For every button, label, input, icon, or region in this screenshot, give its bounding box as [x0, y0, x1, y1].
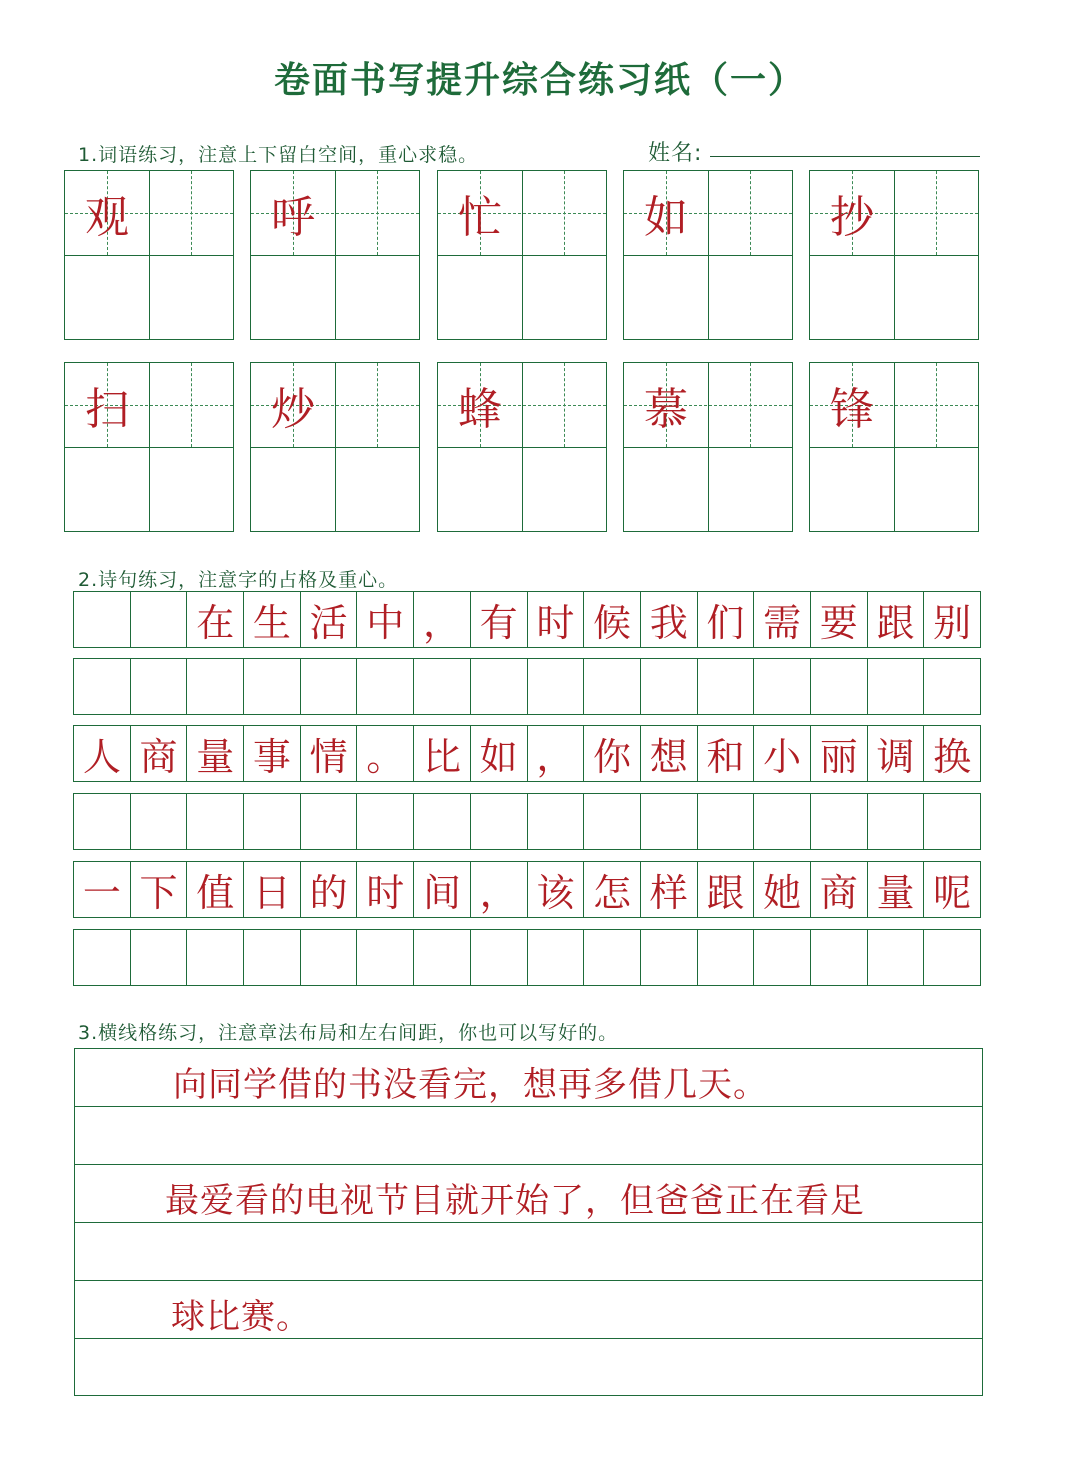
grid-cell [131, 659, 188, 714]
grid-cell: 比 [414, 726, 471, 781]
writing-box [809, 170, 979, 340]
grid-cell: 换 [924, 726, 981, 781]
grid-cell: 人 [74, 726, 131, 781]
grid-cell [414, 930, 471, 985]
grid-cell: 别 [924, 592, 981, 647]
grid-cell: 跟 [868, 592, 925, 647]
grid-cell: 在 [187, 592, 244, 647]
grid-row [73, 929, 981, 986]
grid-cell: 量 [868, 862, 925, 917]
rule-line [75, 1106, 982, 1107]
grid-cell [528, 930, 585, 985]
grid-cell [244, 930, 301, 985]
grid-line [810, 447, 978, 448]
grid-line [65, 255, 233, 256]
grid-cell: 该 [528, 862, 585, 917]
grid-cell [74, 794, 131, 849]
writing-box [250, 170, 420, 340]
grid-row [73, 725, 981, 782]
grid-cell: 候 [584, 592, 641, 647]
model-character: 如 [644, 192, 688, 243]
model-character: 抄 [830, 192, 874, 243]
grid-line [810, 255, 978, 256]
grid-cell [528, 659, 585, 714]
writing-box [809, 362, 979, 532]
grid-line [624, 447, 792, 448]
grid-cell [357, 930, 414, 985]
page-title: 卷面书写提升综合练习纸（一） [273, 59, 806, 101]
grid-line [438, 255, 606, 256]
writing-box [623, 170, 793, 340]
grid-cell [131, 794, 188, 849]
grid-cell: 小 [754, 726, 811, 781]
grid-cell: 调 [868, 726, 925, 781]
grid-cell: 怎 [584, 862, 641, 917]
grid-cell: 呢 [924, 862, 981, 917]
grid-cell: 想 [641, 726, 698, 781]
grid-cell [471, 930, 528, 985]
grid-cell: 你 [584, 726, 641, 781]
grid-line [624, 255, 792, 256]
writing-box [64, 170, 234, 340]
lined-writing-area [74, 1048, 983, 1396]
grid-row [73, 591, 981, 648]
grid-cell: 中 [357, 592, 414, 647]
grid-cell: ， [528, 726, 585, 781]
grid-cell [187, 794, 244, 849]
grid-line [251, 447, 419, 448]
grid-cell: 和 [698, 726, 755, 781]
section3-label: 3.横线格练习，注意章法布局和左右间距，你也可以写好的。 [78, 1022, 619, 1044]
grid-cell [471, 659, 528, 714]
grid-cell [698, 930, 755, 985]
grid-cell [187, 930, 244, 985]
grid-cell [414, 794, 471, 849]
grid-cell [244, 659, 301, 714]
grid-cell: 们 [698, 592, 755, 647]
grid-cell [301, 930, 358, 985]
grid-cell [811, 930, 868, 985]
grid-cell: 时 [357, 862, 414, 917]
rule-line [75, 1280, 982, 1281]
grid-cell: 情 [301, 726, 358, 781]
rule-line [75, 1338, 982, 1339]
rule-line [75, 1222, 982, 1223]
grid-cell [357, 659, 414, 714]
model-character: 炒 [271, 384, 315, 435]
model-character: 呼 [271, 192, 315, 243]
grid-cell [131, 930, 188, 985]
grid-cell [528, 794, 585, 849]
model-character: 慕 [644, 384, 688, 435]
grid-cell [584, 930, 641, 985]
grid-cell [811, 794, 868, 849]
handwritten-line-3: 球比赛。 [171, 1297, 311, 1337]
grid-cell [754, 659, 811, 714]
grid-cell [471, 794, 528, 849]
grid-cell [187, 659, 244, 714]
model-character: 观 [85, 192, 129, 243]
name-label: 姓名: [648, 141, 703, 166]
grid-cell: 我 [641, 592, 698, 647]
grid-cell: 间 [414, 862, 471, 917]
writing-box [623, 362, 793, 532]
grid-cell [868, 659, 925, 714]
writing-box [437, 170, 607, 340]
grid-cell [641, 794, 698, 849]
grid-cell: 日 [244, 862, 301, 917]
grid-cell: 她 [754, 862, 811, 917]
section1-label: 1.词语练习，注意上下留白空间，重心求稳。 [78, 144, 479, 166]
grid-cell: 下 [131, 862, 188, 917]
grid-cell: 时 [528, 592, 585, 647]
grid-cell: 的 [301, 862, 358, 917]
grid-cell: 丽 [811, 726, 868, 781]
model-character: 蜂 [458, 384, 502, 435]
writing-box [250, 362, 420, 532]
grid-cell [868, 930, 925, 985]
grid-cell [641, 930, 698, 985]
grid-cell [641, 659, 698, 714]
writing-box [64, 362, 234, 532]
grid-cell: 。 [357, 726, 414, 781]
grid-cell [301, 659, 358, 714]
grid-cell [584, 659, 641, 714]
grid-line [65, 447, 233, 448]
grid-cell [754, 930, 811, 985]
grid-cell [924, 794, 981, 849]
grid-cell [698, 794, 755, 849]
grid-cell: 需 [754, 592, 811, 647]
grid-cell: 值 [187, 862, 244, 917]
grid-cell [868, 794, 925, 849]
name-field[interactable] [710, 156, 980, 157]
grid-cell: 商 [811, 862, 868, 917]
grid-cell: ， [471, 862, 528, 917]
grid-row [73, 658, 981, 715]
model-character: 锋 [830, 384, 874, 435]
grid-cell: 商 [131, 726, 188, 781]
grid-cell [244, 794, 301, 849]
grid-cell: 活 [301, 592, 358, 647]
grid-row [73, 793, 981, 850]
grid-cell: 跟 [698, 862, 755, 917]
grid-cell [924, 659, 981, 714]
handwritten-line-1: 向同学借的书没看完，想再多借几天。 [173, 1065, 768, 1105]
grid-cell [74, 930, 131, 985]
section2-label: 2.诗句练习，注意字的占格及重心。 [78, 569, 399, 591]
grid-cell: 样 [641, 862, 698, 917]
grid-cell: 量 [187, 726, 244, 781]
grid-cell [924, 930, 981, 985]
grid-row [73, 861, 981, 918]
rule-line [75, 1164, 982, 1165]
grid-cell: ， [414, 592, 471, 647]
grid-line [438, 447, 606, 448]
handwritten-line-2: 最爱看的电视节目就开始了，但爸爸正在看足 [165, 1181, 865, 1221]
model-character: 扫 [85, 384, 129, 435]
grid-cell [811, 659, 868, 714]
grid-cell [301, 794, 358, 849]
grid-cell [584, 794, 641, 849]
grid-cell [74, 659, 131, 714]
grid-cell: 如 [471, 726, 528, 781]
grid-cell [357, 794, 414, 849]
grid-line [251, 255, 419, 256]
grid-cell: 事 [244, 726, 301, 781]
grid-cell [754, 794, 811, 849]
grid-cell [131, 592, 188, 647]
grid-cell [698, 659, 755, 714]
grid-cell [414, 659, 471, 714]
grid-cell: 要 [811, 592, 868, 647]
grid-cell: 生 [244, 592, 301, 647]
grid-cell [74, 592, 131, 647]
writing-box [437, 362, 607, 532]
grid-cell: 一 [74, 862, 131, 917]
model-character: 忙 [458, 192, 502, 243]
grid-cell: 有 [471, 592, 528, 647]
